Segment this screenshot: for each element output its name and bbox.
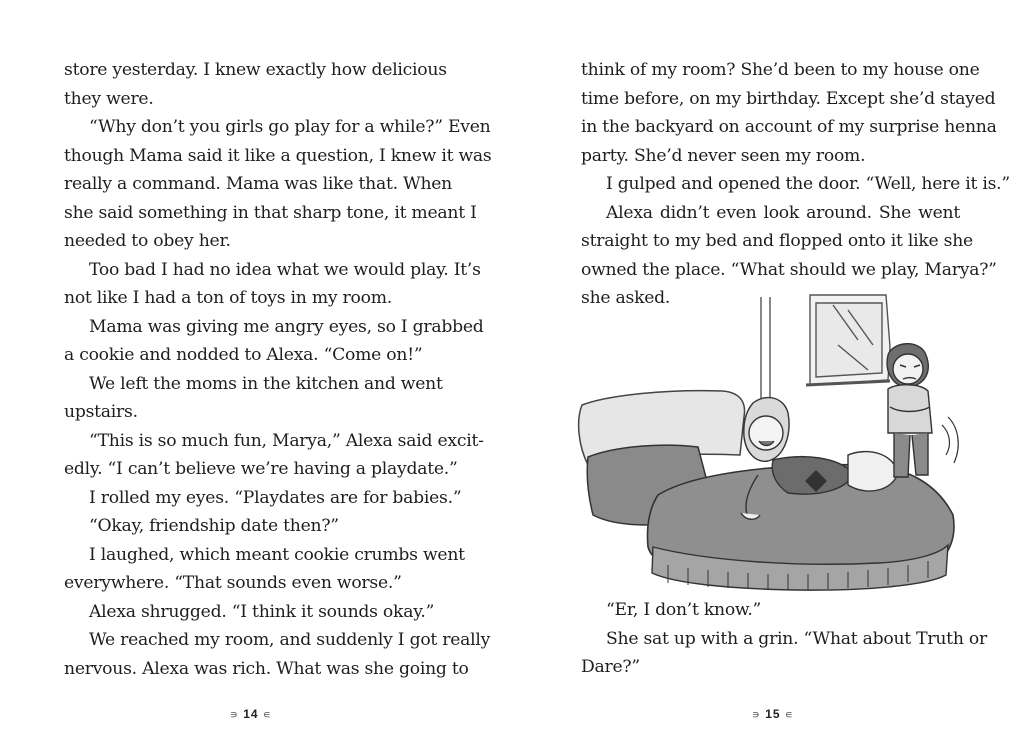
page-number-value: 14	[243, 707, 259, 721]
text-line: I gulped and opened the door. “Well, here it is.”	[606, 174, 1010, 194]
right-page-text	[581, 56, 1010, 313]
text-line: I rolled my eyes. “Playdates are for babies.”	[89, 487, 462, 508]
text-line: Too bad I had no idea what we would play. It’s	[89, 259, 481, 280]
text-line: she asked.	[581, 288, 671, 308]
text-line: nervous. Alexa was rich. What was she going to	[64, 658, 469, 679]
text-line: needed to obey her.	[64, 231, 231, 251]
text-line: We left the moms in the kitchen and went	[89, 373, 443, 394]
text-line: time before, on my birthday. Except she’d stayed	[581, 88, 996, 109]
text-line: party. She’d never seen my room.	[581, 145, 866, 166]
left-page-text	[64, 56, 492, 683]
text-line: she said something in that sharp tone, it meant I	[64, 202, 477, 223]
text-line: I laughed, which meant cookie crumbs went	[89, 544, 465, 565]
text-line: owned the place. “What should we play, Marya?”	[581, 259, 997, 280]
text-line: “This is so much fun, Marya,” Alexa said excit-	[89, 430, 484, 451]
text-line: Alexa shrugged. “I think it sounds okay.”	[89, 601, 435, 622]
folio-ornament: ∍	[752, 709, 761, 721]
text-line: “Er, I don’t know.”	[606, 600, 762, 620]
bedroom-illustration	[548, 285, 983, 610]
page-number-left	[230, 707, 272, 721]
page-number-value: 15	[765, 707, 781, 721]
text-line: in the backyard on account of my surprise henna	[581, 117, 997, 137]
text-line: straight to my bed and flopped onto it like she	[581, 231, 973, 251]
text-line: Dare?”	[581, 657, 640, 677]
folio-ornament: ∍	[230, 709, 239, 721]
text-line: a cookie and nodded to Alexa. “Come on!”	[64, 345, 423, 365]
text-line: Mama was giving me angry eyes, so I grabbed	[89, 316, 484, 337]
text-line: really a command. Mama was like that. When	[64, 174, 453, 194]
right-page-text-bottom	[581, 596, 987, 682]
text-line: Alexa didn’t even look around. She went	[606, 202, 960, 223]
text-line: “Why don’t you girls go play for a while?” Even	[89, 117, 491, 137]
folio-ornament: ∊	[784, 709, 794, 721]
text-line: though Mama said it like a question, I knew it was	[64, 145, 492, 166]
text-line: edly. “I can’t believe we’re having a playdate.”	[64, 459, 458, 479]
page-number-right	[752, 707, 794, 721]
text-line: think of my room? She’d been to my house one	[581, 60, 980, 80]
text-line: “Okay, friendship date then?”	[89, 516, 339, 536]
text-line: upstairs.	[64, 402, 138, 422]
text-line: She sat up with a grin. “What about Truth or	[606, 628, 987, 649]
window-icon	[761, 295, 890, 405]
text-line: they were.	[64, 88, 154, 109]
text-line: everywhere. “That sounds even worse.”	[64, 573, 402, 593]
text-line: store yesterday. I knew exactly how delicious	[64, 60, 447, 80]
folio-ornament: ∊	[262, 709, 272, 721]
standing-girl	[887, 344, 958, 477]
text-line: not like I had a ton of toys in my room.	[64, 288, 392, 308]
text-line: We reached my room, and suddenly I got really	[89, 630, 491, 650]
